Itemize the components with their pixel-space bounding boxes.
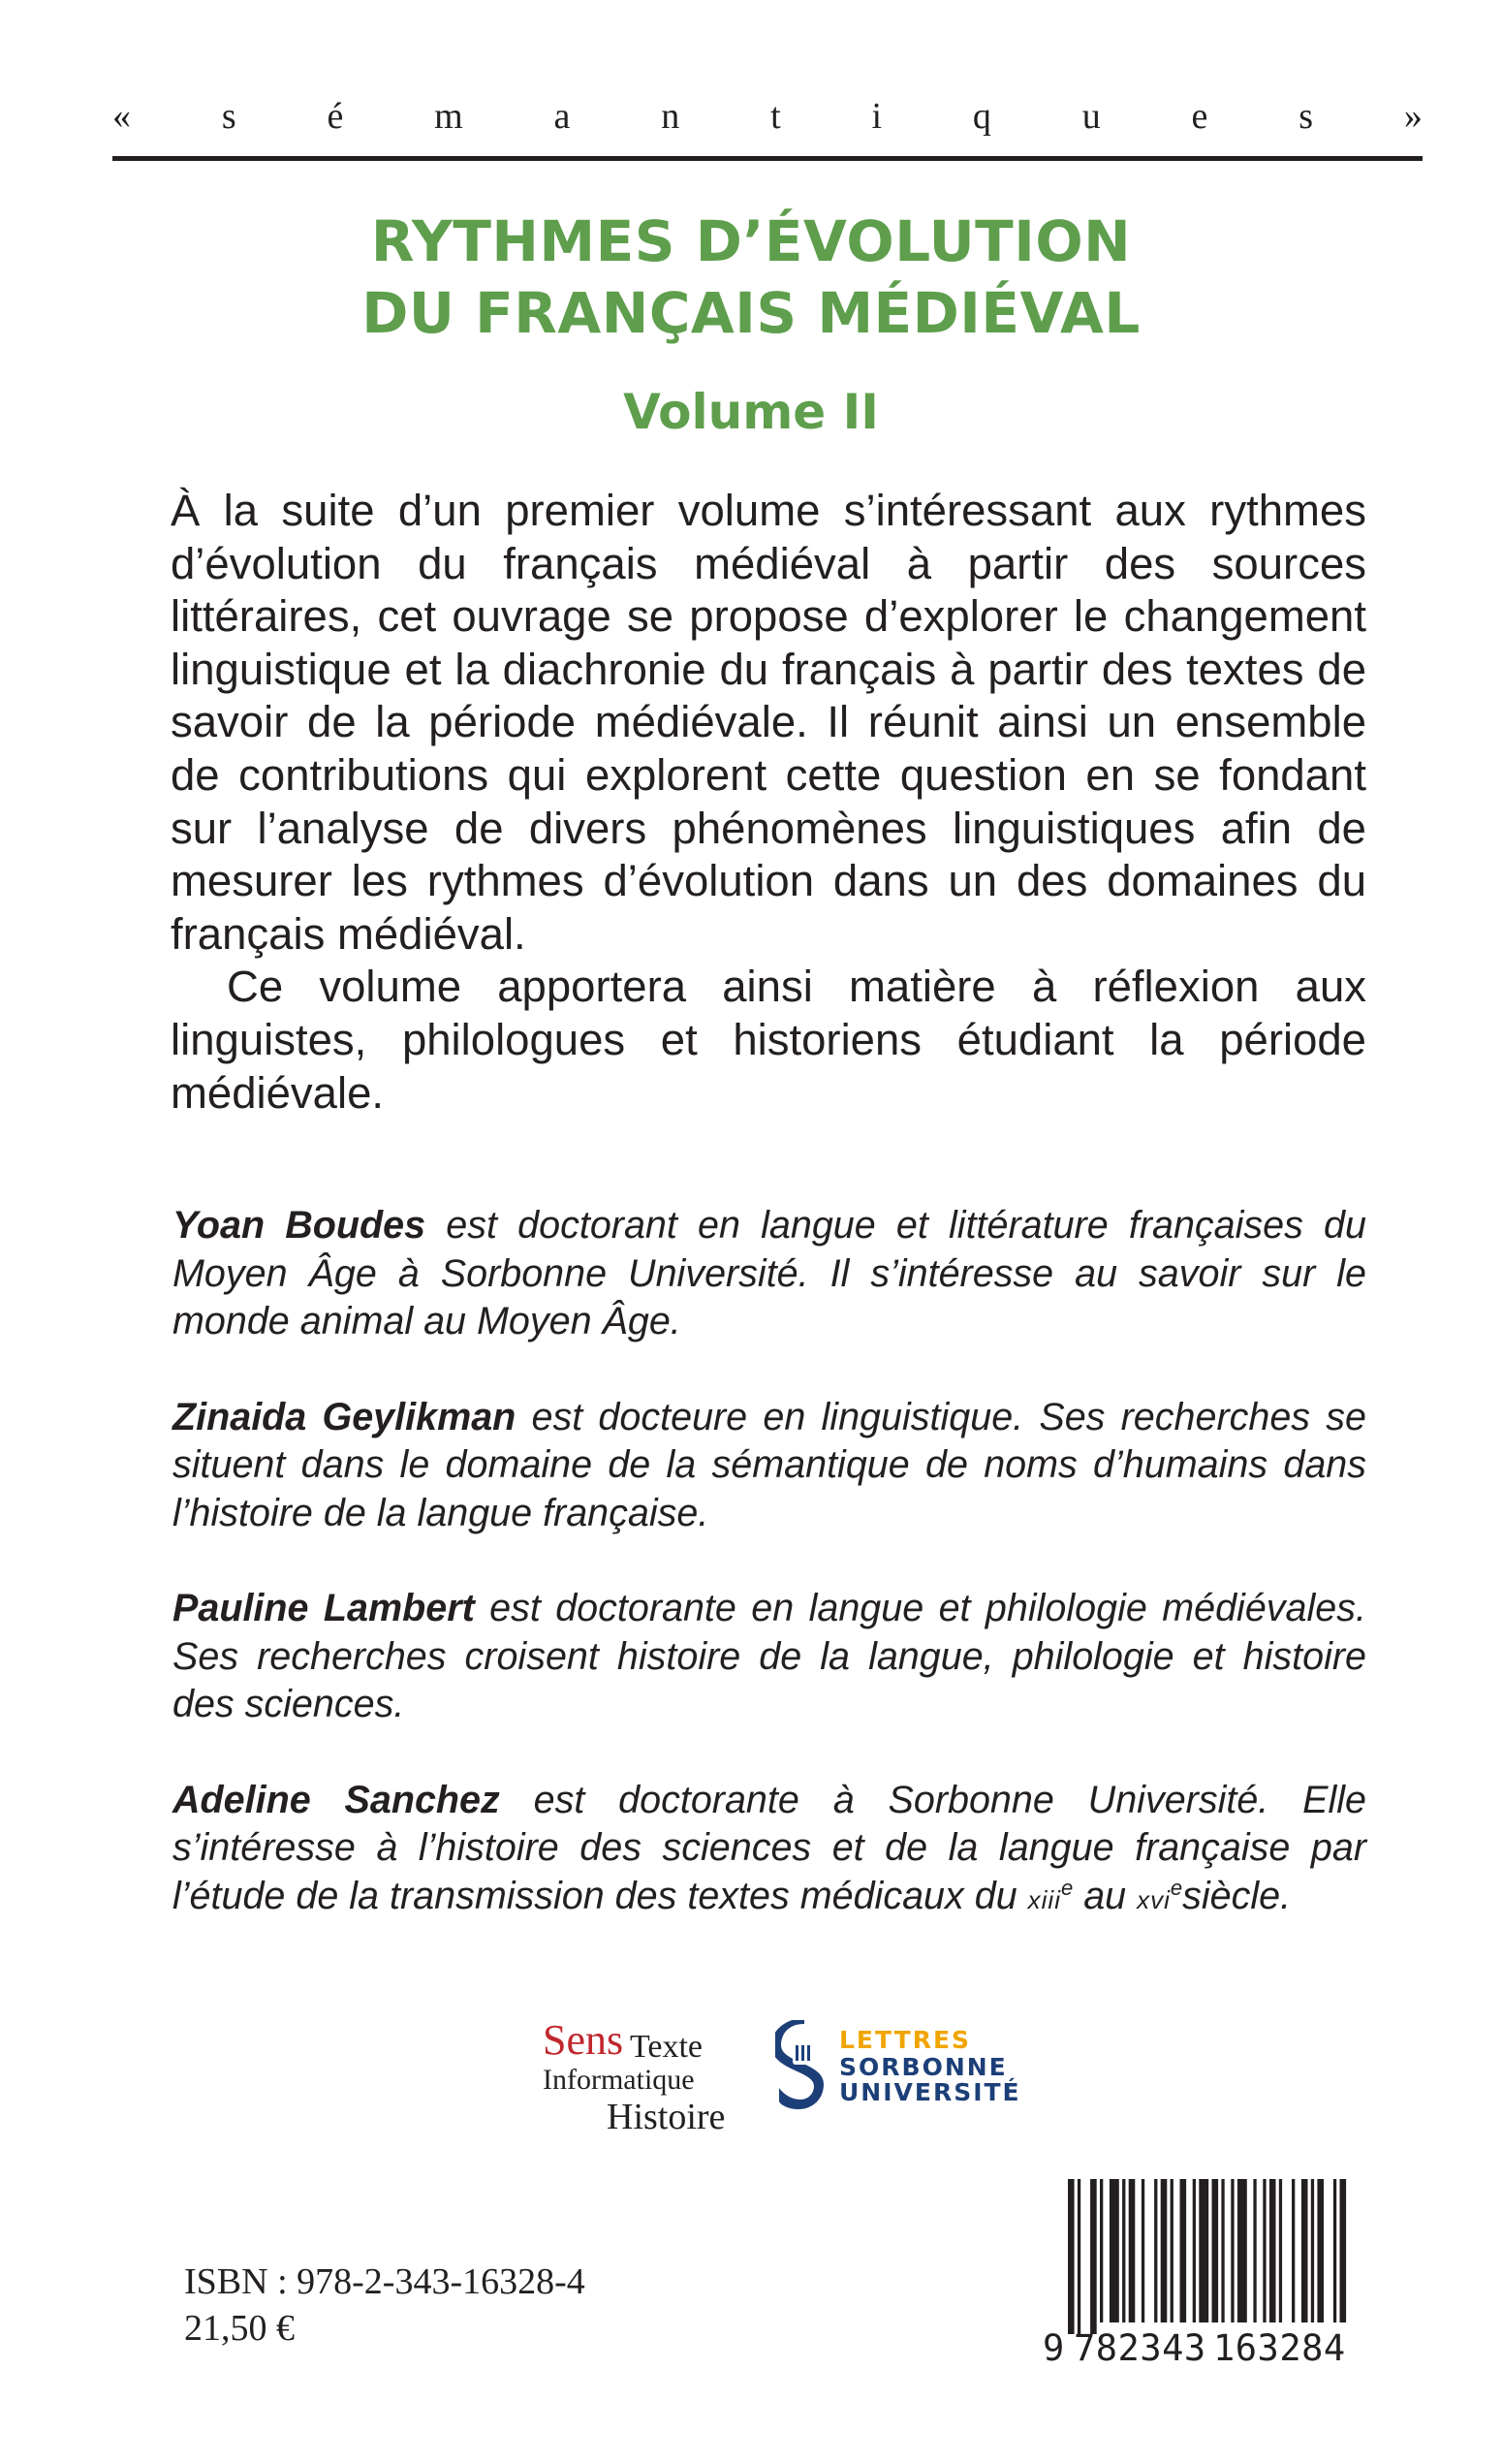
author-name: Yoan Boudes [172, 1204, 426, 1247]
sens-word: Sens [543, 2016, 624, 2064]
barcode-bar [1161, 2179, 1168, 2322]
lettres-sorbonne-logo [775, 2020, 1021, 2146]
author-bio-text: au [1073, 1874, 1138, 1917]
isbn-price-block [184, 2259, 585, 2352]
barcode-group-left: 782343 [1074, 2327, 1206, 2369]
barcode-bar [1154, 2179, 1157, 2322]
series-open-quote: « [112, 96, 131, 137]
summary-paragraph: Ce volume apportera ainsi matière à réflexion aux linguistes, philologues et historiens étudiant la période médiévale. [171, 962, 1366, 1118]
series-close-quote: » [1403, 96, 1423, 137]
volume-label: Volume II [623, 384, 879, 440]
series-letter: a [553, 96, 571, 137]
author-bios [172, 1202, 1366, 1972]
barcode-bar [1269, 2179, 1276, 2322]
series-letter: q [972, 96, 991, 137]
barcode-bar [1231, 2179, 1234, 2322]
author-bio-text: est docteure en linguistique. Ses recherches se situent dans le domaine de la sémantique de noms d’humains dans l’histoire de la langue française. [172, 1395, 1366, 1534]
book-title-line1: RYTHMES D’ÉVOLUTION [370, 208, 1132, 274]
barcode-bar [1311, 2179, 1314, 2322]
sorbonne-word: SORBONNE [839, 2053, 1008, 2081]
barcode-bar [1237, 2179, 1247, 2322]
book-title [0, 205, 1502, 349]
author-name: Adeline Sanchez [172, 1778, 500, 1821]
summary-text [171, 485, 1366, 1120]
barcode-bar [1212, 2179, 1219, 2322]
series-letter: s [1299, 96, 1314, 137]
isbn-label: ISBN : 978-2-343-16328-4 [184, 2261, 585, 2302]
barcode-group-right: 163284 [1213, 2327, 1346, 2369]
barcode-bar [1221, 2179, 1224, 2322]
series-letter: é [327, 96, 344, 137]
series-letter: u [1081, 96, 1101, 137]
century-numeral: xiii [1027, 1884, 1061, 1914]
author-bio [172, 1202, 1366, 1346]
summary-paragraph: À la suite d’un premier volume s’intéressant aux rythmes d’évolution du français médiéval à partir des sources littéraires, cet ouvrage se propose d’explorer le changement linguistique et la diachronie du français à partir des textes de savoir de la période médiévale. Il réunit ainsi un ensemble de contributions qui explorent cette question en se fondant sur l’analyse de divers phénomènes linguistiques afin de mesurer les rythmes d’évolution dans un des domaines du français médiéval. [171, 486, 1366, 959]
barcode-bar [1199, 2179, 1208, 2322]
century-suffix: e [1170, 1875, 1183, 1900]
barcode-bar [1292, 2179, 1295, 2322]
barcode-bar [1100, 2179, 1103, 2322]
barcode-bar [1068, 2179, 1075, 2334]
barcode-bar [1078, 2179, 1080, 2334]
barcode-bar [1122, 2179, 1125, 2322]
series-letter: t [770, 96, 781, 137]
century-suffix: e [1060, 1875, 1074, 1900]
author-name: Zinaida Geylikman [172, 1395, 516, 1438]
century-numeral: xvi [1137, 1884, 1171, 1914]
barcode-bar [1263, 2179, 1266, 2322]
barcode-digits [1043, 2324, 1372, 2373]
series-letter: m [434, 96, 463, 137]
author-name: Pauline Lambert [172, 1587, 475, 1629]
barcode-bar [1180, 2179, 1187, 2322]
barcode-first-digit: 9 [1043, 2327, 1065, 2369]
author-bio-text: est doctorante à Sorbonne Université. Elle s’intéresse à l’histoire des sciences et de la langue française par l’étude de la transmission des textes médicaux du [172, 1778, 1366, 1917]
barcode-bar [1110, 2179, 1119, 2322]
publisher-logos [543, 2016, 1021, 2152]
author-bio-text: siècle. [1182, 1874, 1292, 1917]
series-letter: n [661, 96, 680, 137]
barcode-bar [1193, 2179, 1196, 2322]
barcode-bar [1317, 2179, 1324, 2322]
price-label: 21,50 € [184, 2308, 295, 2349]
series-letter: s [221, 96, 236, 137]
texte-word: Texte [630, 2029, 704, 2065]
barcode-bar [1279, 2179, 1282, 2322]
book-title-line2: DU FRANÇAIS MÉDIÉVAL [361, 280, 1141, 346]
author-bio [172, 1777, 1366, 1925]
histoire-word: Histoire [607, 2097, 726, 2137]
sens-texte-logo [543, 2016, 736, 2142]
author-bio-text: est doctorante en langue et philologie médiévales. Ses recherches croisent histoire de la langue, philologie et histoire des sciences. [172, 1587, 1366, 1725]
barcode [1064, 2179, 1355, 2334]
lettres-word: LETTRES [839, 2026, 972, 2054]
universite-word: UNIVERSITÉ [839, 2078, 1021, 2106]
series-letter: i [871, 96, 883, 137]
barcode-bar [1253, 2179, 1256, 2322]
informatique-word: Informatique [543, 2064, 695, 2096]
author-bio-text: est doctorant en langue et littérature françaises du Moyen Âge à Sorbonne Université. Il s’intéresse au savoir sur le monde animal au Moyen Âge. [172, 1204, 1366, 1343]
barcode-bar [1171, 2179, 1173, 2322]
series-header [112, 93, 1423, 140]
sorbonne-s-icon [775, 2020, 833, 2113]
header-divider [112, 156, 1423, 161]
barcode-bar [1340, 2179, 1347, 2322]
barcode-bar [1301, 2179, 1308, 2322]
series-letter: e [1191, 96, 1208, 137]
author-bio [172, 1585, 1366, 1729]
barcode-bar [1129, 2179, 1136, 2322]
barcode-bar [1090, 2179, 1097, 2334]
barcode-bar [1333, 2179, 1336, 2322]
barcode-bar [1142, 2179, 1144, 2322]
author-bio [172, 1394, 1366, 1538]
